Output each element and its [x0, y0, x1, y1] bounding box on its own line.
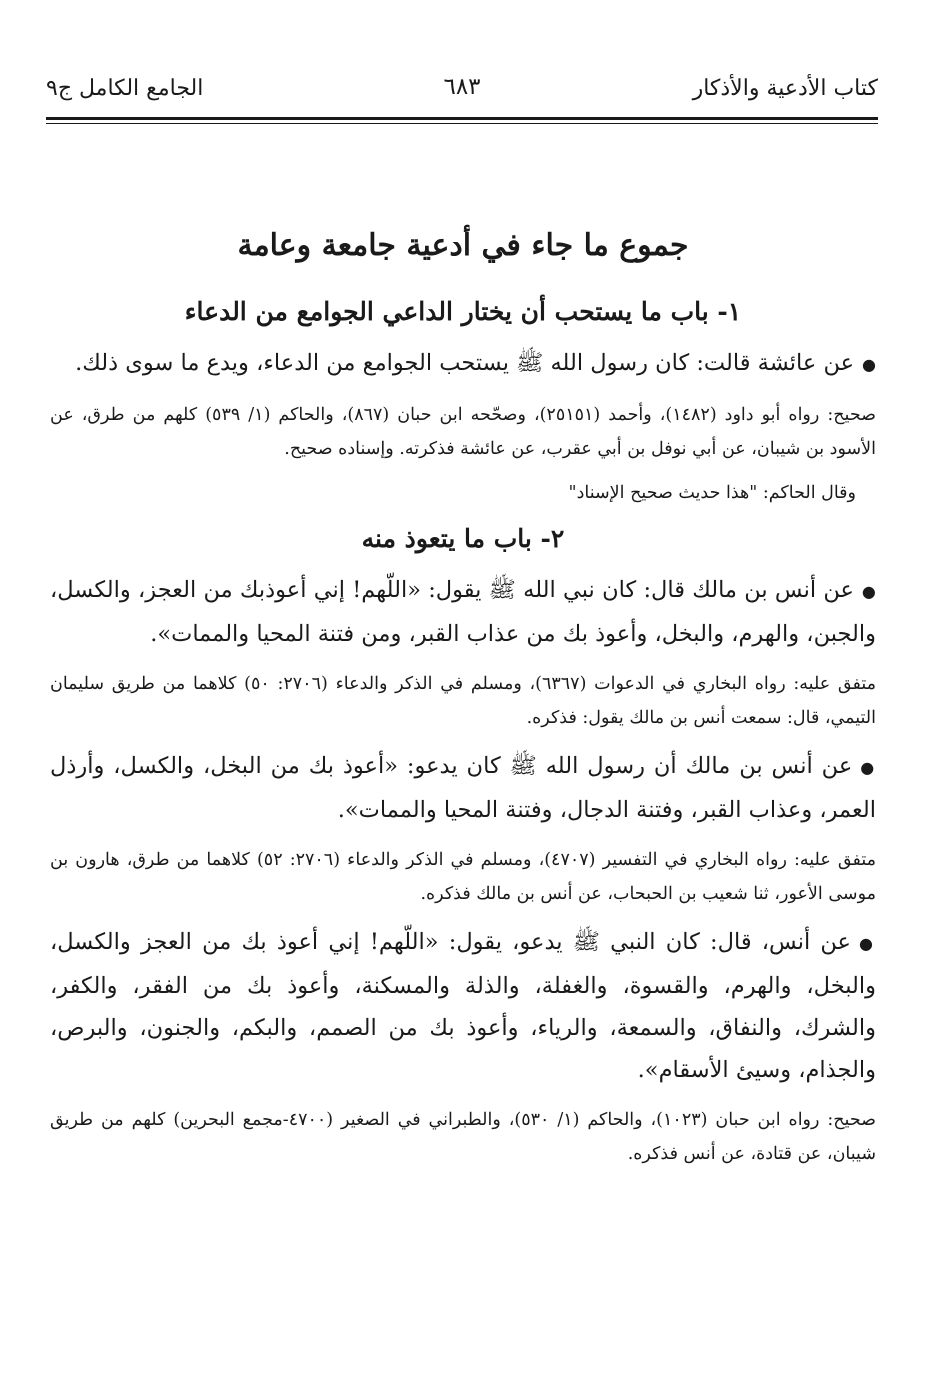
hadith-text: عن أنس بن مالك أن رسول الله ﷺ كان يدعو: «أعوذ بك من البخل، والكسل، وأرذل العمر، وعذاب القبر، وفتنة الدجال، وفتنة المحيا والممات».	[50, 753, 876, 823]
hadith-paragraph	[50, 745, 876, 831]
header-rule-thin	[46, 123, 878, 124]
volume-title: الجامع الكامل ج٩	[46, 76, 204, 101]
bullet-icon: ●	[862, 355, 876, 374]
bullet-icon: ●	[860, 758, 876, 777]
takhrij-paragraph: صحيح: رواه أبو داود (١٤٨٢)، وأحمد (٢٥١٥١)، وصحّحه ابن حبان (٨٦٧)، والحاكم (١/ ٥٣٩) كلهم من طرق، عن الأسود بن شيبان، عن أبي نوفل بن أبي عقرب، عن عائشة فذكرته. وإسناده صحيح.	[50, 405, 876, 459]
book-title: كتاب الأدعية والأذكار	[692, 76, 878, 101]
hadith-text: عن عائشة قالت: كان رسول الله ﷺ يستحب الجوامع من الدعاء، ويدع ما سوى ذلك.	[75, 350, 855, 376]
header-rule-thick	[46, 117, 878, 120]
hadith-text: عن أنس، قال: كان النبي ﷺ يدعو، يقول: «اللّهم! إني أعوذ بك من العجز والكسل، والبخل، والهرم، والقسوة، والغفلة، والذلة والمسكنة، وأعوذ بك من الفقر، والكفر، والشرك، والنفاق، والسمعة، والرياء، وأعوذ بك من الصمم، والبكم، والجنون، والبرص، والجذام، وسيئ الأسقام».	[50, 929, 876, 1083]
bullet-icon: ●	[858, 934, 876, 953]
page-body	[50, 220, 876, 1181]
takhrij-paragraph: متفق عليه: رواه البخاري في التفسير (٤٧٠٧)، ومسلم في الذكر والدعاء (٢٧٠٦: ٥٢) كلاهما من طرق، هارون بن موسى الأعور، ثنا شعيب بن الحبحاب، عن أنس بن مالك فذكره.	[50, 850, 876, 904]
bullet-icon: ●	[861, 582, 876, 601]
takhrij-paragraph: صحيح: رواه ابن حبان (١٠٢٣)، والحاكم (١/ ٥٣٠)، والطبراني في الصغير (٤٧٠٠-مجمع البحرين) كلهم من طريق شيبان، عن قتادة، عن أنس فذكره.	[50, 1110, 876, 1164]
hadith-paragraph	[50, 342, 876, 386]
hadith-paragraph	[50, 569, 876, 655]
section-title-1: ١- باب ما يستحب أن يختار الداعي الجوامع من الدعاء	[184, 297, 742, 326]
takhrij-paragraph: متفق عليه: رواه البخاري في الدعوات (٦٣٦٧)، ومسلم في الذكر والدعاء (٢٧٠٦: ٥٠) كلاهما من طريق سليمان التيمي، قال: سمعت أنس بن مالك يقول: فذكره.	[50, 674, 877, 728]
hadith-paragraph	[50, 921, 876, 1091]
hakim-comment: وقال الحاكم: "هذا حديث صحيح الإسناد"	[568, 483, 856, 503]
hadith-text: عن أنس بن مالك قال: كان نبي الله ﷺ يقول: «اللّهم! إني أعوذبك من العجز، والكسل، والجبن، والهرم، والبخل، وأعوذ بك من عذاب القبر، ومن فتنة المحيا والممات».	[50, 577, 876, 647]
running-header	[46, 70, 878, 110]
section-title-2: ٢- باب ما يتعوذ منه	[361, 524, 565, 553]
page-number: ٦٨٣	[443, 74, 481, 100]
chapter-title: جموع ما جاء في أدعية جامعة وعامة	[237, 228, 689, 263]
